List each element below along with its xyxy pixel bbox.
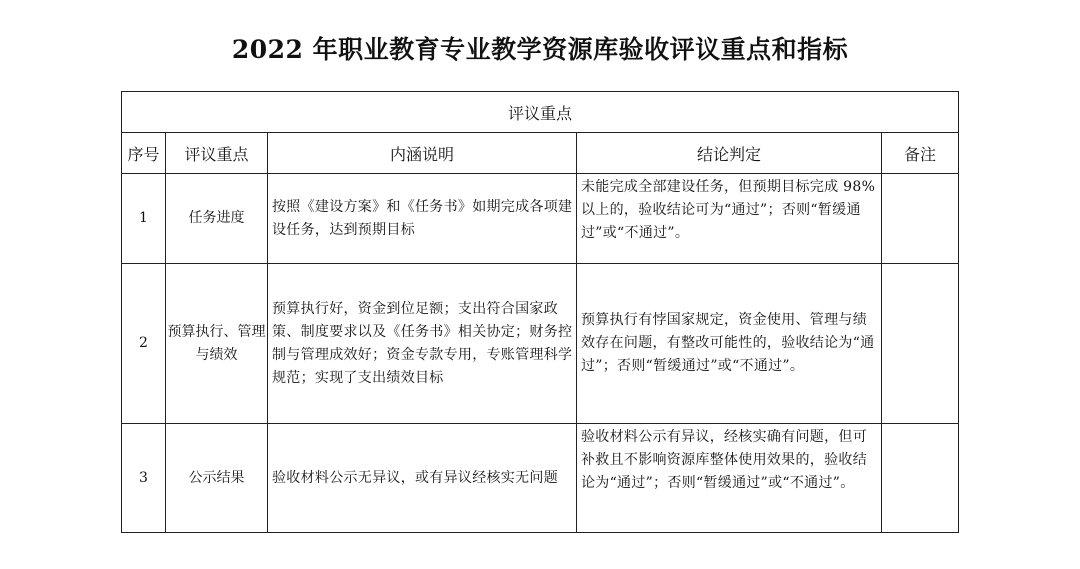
row-remark xyxy=(882,174,959,264)
row-description: 预算执行好，资金到位足额；支出符合国家政策、制度要求以及《任务书》相关协定；财务控制与管理成效好；资金专款专用，专账管理科学规范；实现了支出绩效目标 xyxy=(268,264,577,424)
document-title: 2022 年职业教育专业教学资源库验收评议重点和指标 xyxy=(231,35,849,64)
row-remark xyxy=(882,264,959,424)
row-judgement: 预算执行有悖国家规定，资金使用、管理与绩效存在问题，有整改可能性的，验收结论为“通过”；否则“暂缓通过”或“不通过”。 xyxy=(577,264,882,424)
row-description: 按照《建设方案》和《任务书》如期完成各项建设任务，达到预期目标 xyxy=(268,174,577,264)
column-header-judgement: 结论判定 xyxy=(577,133,882,174)
row-focus: 预算执行、管理与绩效 xyxy=(166,264,268,424)
table-row xyxy=(122,174,959,264)
column-header-focus: 评议重点 xyxy=(166,133,268,174)
column-header-remark: 备注 xyxy=(882,133,959,174)
section-header-row xyxy=(122,92,959,133)
row-index: 1 xyxy=(122,174,166,264)
row-judgement: 未能完成全部建设任务，但预期目标完成 98%以上的，验收结论可为“通过”；否则“暂缓通过”或“不通过”。 xyxy=(577,174,882,264)
row-description: 验收材料公示无异议，或有异议经核实无问题 xyxy=(268,424,577,533)
column-header-description: 内涵说明 xyxy=(268,133,577,174)
table-row xyxy=(122,264,959,424)
table-row xyxy=(122,424,959,533)
row-focus: 任务进度 xyxy=(166,174,268,264)
evaluation-table-container xyxy=(121,91,958,533)
row-judgement: 验收材料公示有异议，经核实确有问题，但可补救且不影响资源库整体使用效果的，验收结论为“通过”；否则“暂缓通过”或“不通过”。 xyxy=(577,424,882,533)
evaluation-table xyxy=(121,91,959,533)
row-remark xyxy=(882,424,959,533)
section-header: 评议重点 xyxy=(122,92,959,133)
row-focus: 公示结果 xyxy=(166,424,268,533)
column-header-row xyxy=(122,133,959,174)
row-index: 3 xyxy=(122,424,166,533)
row-index: 2 xyxy=(122,264,166,424)
column-header-index: 序号 xyxy=(122,133,166,174)
